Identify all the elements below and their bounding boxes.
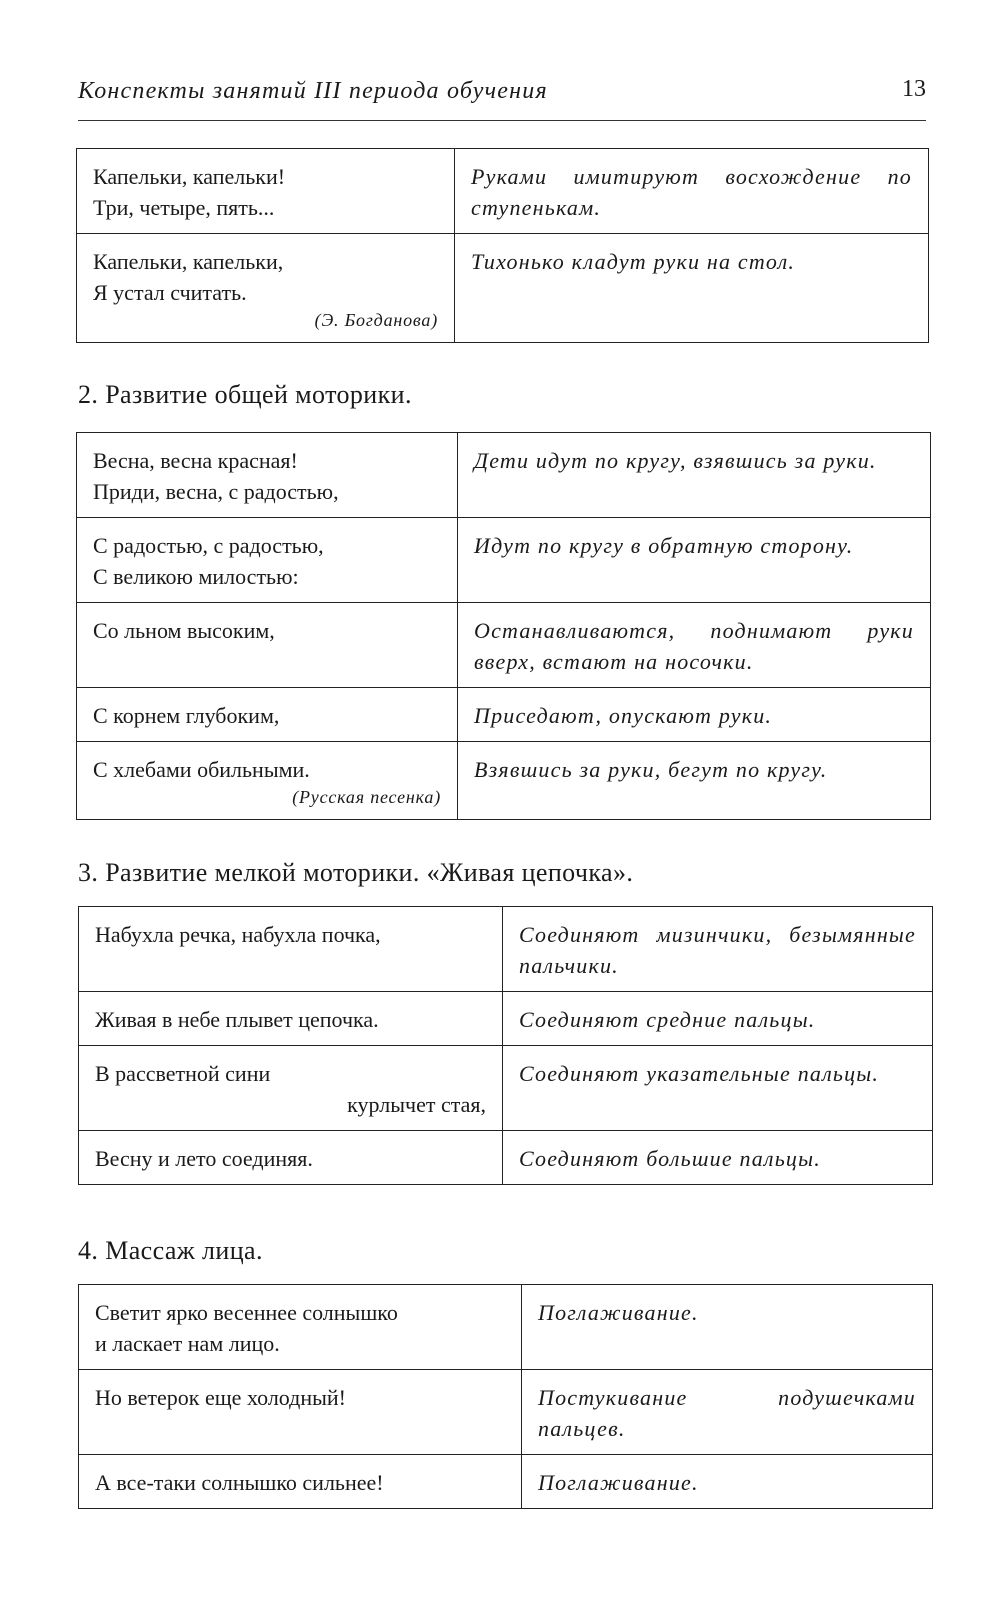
verse-table-4 [78,1284,933,1509]
action-cell: Соединяют средние пальцы. [503,992,933,1046]
verse-line: Весна, весна красная! [93,448,298,473]
verse-author: (Э. Богданова) [314,310,438,330]
verse-line: С хлебами обильными. [93,757,310,782]
verse-cell [79,1455,522,1509]
verse-line: Но ветерок еще холодный! [95,1385,347,1410]
verse-cell [77,149,455,234]
verse-cell [77,603,458,688]
verse-table-3 [78,906,933,1185]
verse-line: Набухла речка, набухла почка, [95,922,381,947]
verse-line: С корнем глубоким, [93,703,280,728]
verse-line: Капельки, капельки, [93,249,284,274]
action-cell: Идут по кругу в обратную сторону. [458,518,931,603]
table-row [77,433,931,518]
action-cell: Тихонько кладут руки на стол. [455,234,929,343]
table-row [79,1046,933,1131]
table-row [79,992,933,1046]
verse-cell [79,992,503,1046]
action-cell: Останавливаются, поднимают руки вверх, встают на носочки. [458,603,931,688]
action-cell: Поглаживание. [522,1455,933,1509]
verse-line: Приди, весна, с радостью, [93,479,339,504]
verse-line: Светит ярко весеннее солнышко [95,1300,398,1325]
table-row [77,603,931,688]
verse-line: и ласкает нам лицо. [95,1331,280,1356]
verse-cell [77,742,458,820]
table-row [79,1370,933,1455]
verse-cell [79,1285,522,1370]
verse-line: С радостью, с радостью, [93,533,324,558]
table-row [77,149,929,234]
verse-line: А все-таки солнышко сильнее! [95,1470,384,1495]
action-cell: Руками имитируют восхождение по ступенькам. [455,149,929,234]
action-cell: Соединяют большие пальцы. [503,1131,933,1185]
table-row [77,688,931,742]
verse-cell [77,518,458,603]
verse-line: курлычет стая, [347,1092,486,1117]
action-cell: Поглаживание. [522,1285,933,1370]
verse-author: (Русская песенка) [292,787,441,807]
verse-line: Весну и лето соединяя. [95,1146,313,1171]
running-title: Конспекты занятий III периода обучения [78,78,548,104]
action-cell: Дети идут по кругу, взявшись за руки. [458,433,931,518]
verse-line: Капельки, капельки! [93,164,286,189]
verse-table-2 [76,432,931,820]
section-heading-2: 2. Развитие общей моторики. [78,380,412,409]
verse-cell [79,1046,503,1131]
section-heading-4: 4. Массаж лица. [78,1236,263,1265]
verse-line: Я устал считать. [93,280,247,305]
verse-cell [79,1370,522,1455]
action-cell: Приседают, опускают руки. [458,688,931,742]
table-row [79,907,933,992]
verse-line: Три, четыре, пять... [93,195,275,220]
action-cell: Соединяют мизинчики, безымянные пальчики. [503,907,933,992]
page-number: 13 [902,76,926,102]
section-heading-3: 3. Развитие мелкой моторики. «Живая цепочка». [78,858,634,887]
table-row [79,1285,933,1370]
table-row [77,234,929,343]
verse-line: Живая в небе плывет цепочка. [95,1007,379,1032]
action-cell: Постукивание подушечками пальцев. [522,1370,933,1455]
action-cell: Взявшись за руки, бегут по кругу. [458,742,931,820]
verse-cell [79,1131,503,1185]
verse-line: В рассветной сини [95,1061,271,1086]
page-header [78,70,926,121]
table-row [79,1455,933,1509]
verse-cell [77,433,458,518]
verse-cell [77,688,458,742]
verse-cell [79,907,503,992]
verse-cell [77,234,455,343]
action-cell: Соединяют указательные пальцы. [503,1046,933,1131]
table-row [79,1131,933,1185]
verse-line: Со льном высоким, [93,618,275,643]
table-row [77,742,931,820]
verse-line: С великою милостью: [93,564,299,589]
verse-table-1 [76,148,929,343]
table-row [77,518,931,603]
